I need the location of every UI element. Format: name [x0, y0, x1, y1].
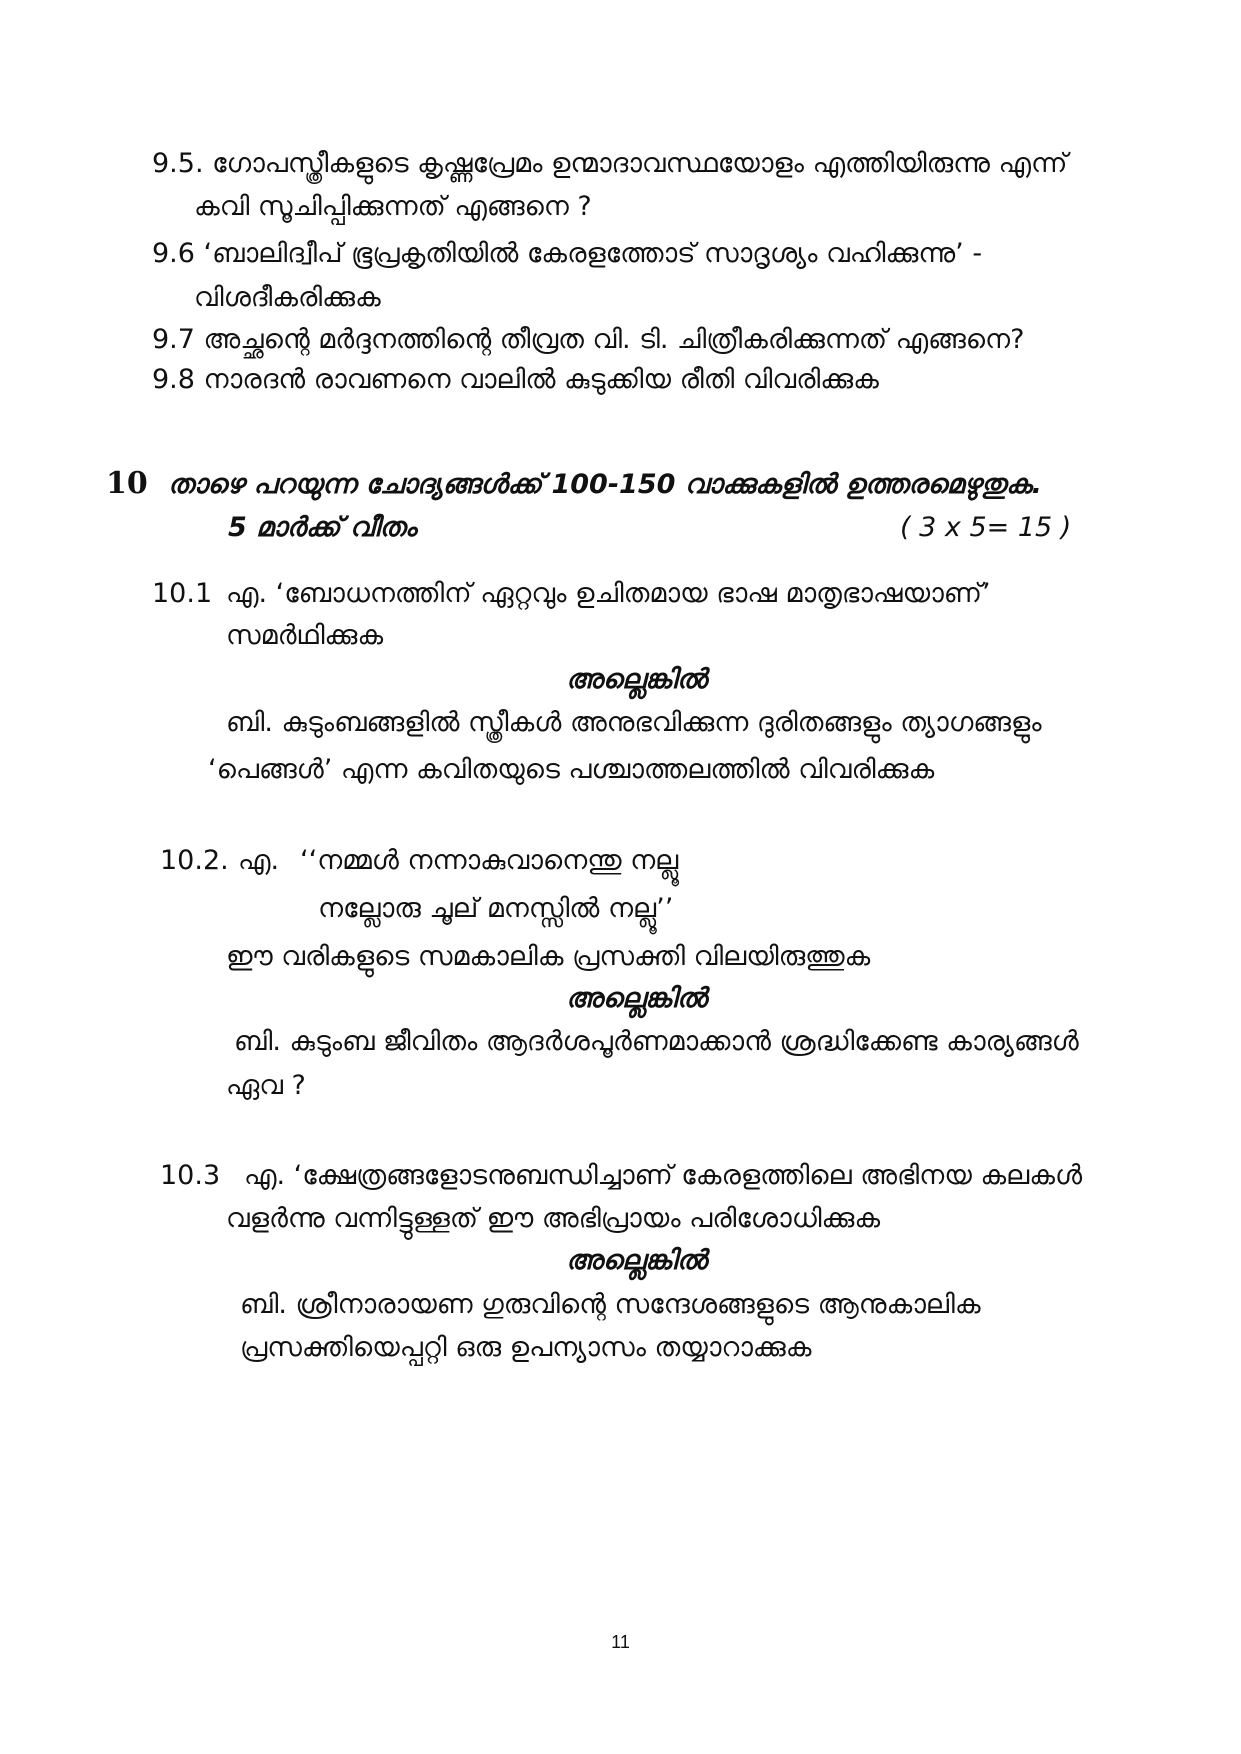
section-10-number: 10 — [106, 466, 148, 501]
question-10-3-a-line-1: എ. ‘ക്ഷേത്രങ്ങളോടനുബന്ധിച്ചാണ് കേരളത്തിലെ അഭിനയ കലകൾ — [244, 1160, 1083, 1191]
question-10-1-b-line-2: ‘പെങ്ങൾ’ എന്ന കവിതയുടെ പശ്ചാത്തലത്തിൽ വിവരിക്കുക — [208, 754, 935, 785]
question-10-3-number: 10.3 — [160, 1160, 221, 1191]
question-10-3-b-line-1: ബി. ശ്രീനാരായണ ഗുരുവിന്റെ സന്ദേശങ്ങളുടെ ആനുകാലിക — [240, 1289, 981, 1320]
or-label-10-1: അല്ലെങ്കിൽ — [566, 664, 707, 695]
question-9-7: 9.7 അച്ഛന്റെ മർദ്ദനത്തിന്റെ തീവ്രത വി. ടി. ചിത്രീകരിക്കുന്നത് എങ്ങനെ? — [152, 324, 1025, 355]
question-10-1-b-line-1: ബി. കുടുംബങ്ങളിൽ സ്ത്രീകൾ അനുഭവിക്കുന്ന ദുരിതങ്ങളും ത്യാഗങ്ങളും — [226, 707, 1042, 738]
question-9-6-line-1: 9.6 ‘ബാലിദ്വീപ് ഭൂപ്രകൃതിയിൽ കേരളത്തോട് സാദൃശ്യം വഹിക്കുന്നു’ - — [152, 238, 983, 269]
question-10-2-a-label: എ. — [238, 845, 280, 876]
question-10-2-b-line-2: ഏവ ? — [226, 1070, 306, 1101]
question-10-1-number: 10.1 — [152, 578, 213, 609]
section-10-marks-each: 5 മാർക്ക് വീതം — [228, 512, 417, 543]
question-10-2-a-line-3: ഈ വരികളുടെ സമകാലിക പ്രസക്തി വിലയിരുത്തുക — [226, 941, 871, 972]
question-9-8: 9.8 നാരദൻ രാവണനെ വാലിൽ കുടുക്കിയ രീതി വിവരിക്കുക — [152, 364, 879, 395]
question-10-2-number: 10.2. — [160, 845, 229, 876]
question-10-2-quote-line-1: ‘‘നമ്മൾ നന്നാകുവാനെന്തു നല്ലൂ — [300, 845, 679, 876]
question-10-1-a-line-2: സമർഥിക്കുക — [226, 620, 384, 651]
section-10-instruction: താഴെ പറയുന്ന ചോദ്യങ്ങൾക്ക് 100-150 വാക്കുകളിൽ ഉത്തരമെഴുതുക. — [168, 469, 1042, 500]
or-label-10-3: അല്ലെങ്കിൽ — [566, 1245, 707, 1276]
page-number: 11 — [611, 1632, 630, 1652]
question-9-6-line-2: വിശദീകരിക്കുക — [194, 282, 381, 313]
question-10-3-a-line-2: വളർന്നു വന്നിട്ടുള്ളത് ഈ അഭിപ്രായം പരിശോധിക്കുക — [226, 1203, 881, 1234]
question-10-2-b-line-1: ബി. കുടുംബ ജീവിതം ആദർശപൂർണമാക്കാൻ ശ്രദ്ധിക്കേണ്ട കാര്യങ്ങൾ — [234, 1026, 1079, 1057]
question-10-2-quote-line-2: നല്ലോരു ചൂല് മനസ്സിൽ നല്ലൂ’’ — [318, 893, 674, 924]
question-10-1-a-line-1: എ. ‘ബോധനത്തിന് ഏറ്റവും ഉചിതമായ ഭാഷ മാതൃഭാഷയാണ്’ — [226, 578, 991, 609]
section-10-marks-total: ( 3 x 5= 15 ) — [900, 512, 1072, 543]
or-label-10-2: അല്ലെങ്കിൽ — [566, 983, 707, 1014]
question-9-5-line-1: 9.5. ഗോപസ്ത്രീകളുടെ കൃഷ്ണപ്രേമം ഉന്മാദാവസ്ഥയോളം എത്തിയിരുന്നു എന്ന് — [152, 148, 1068, 179]
question-10-3-b-line-2: പ്രസക്തിയെപ്പറ്റി ഒരു ഉപന്യാസം തയ്യാറാക്കുക — [240, 1332, 812, 1363]
question-9-5-line-2: കവി സൂചിപ്പിക്കുന്നത് എങ്ങനെ ? — [194, 191, 592, 222]
